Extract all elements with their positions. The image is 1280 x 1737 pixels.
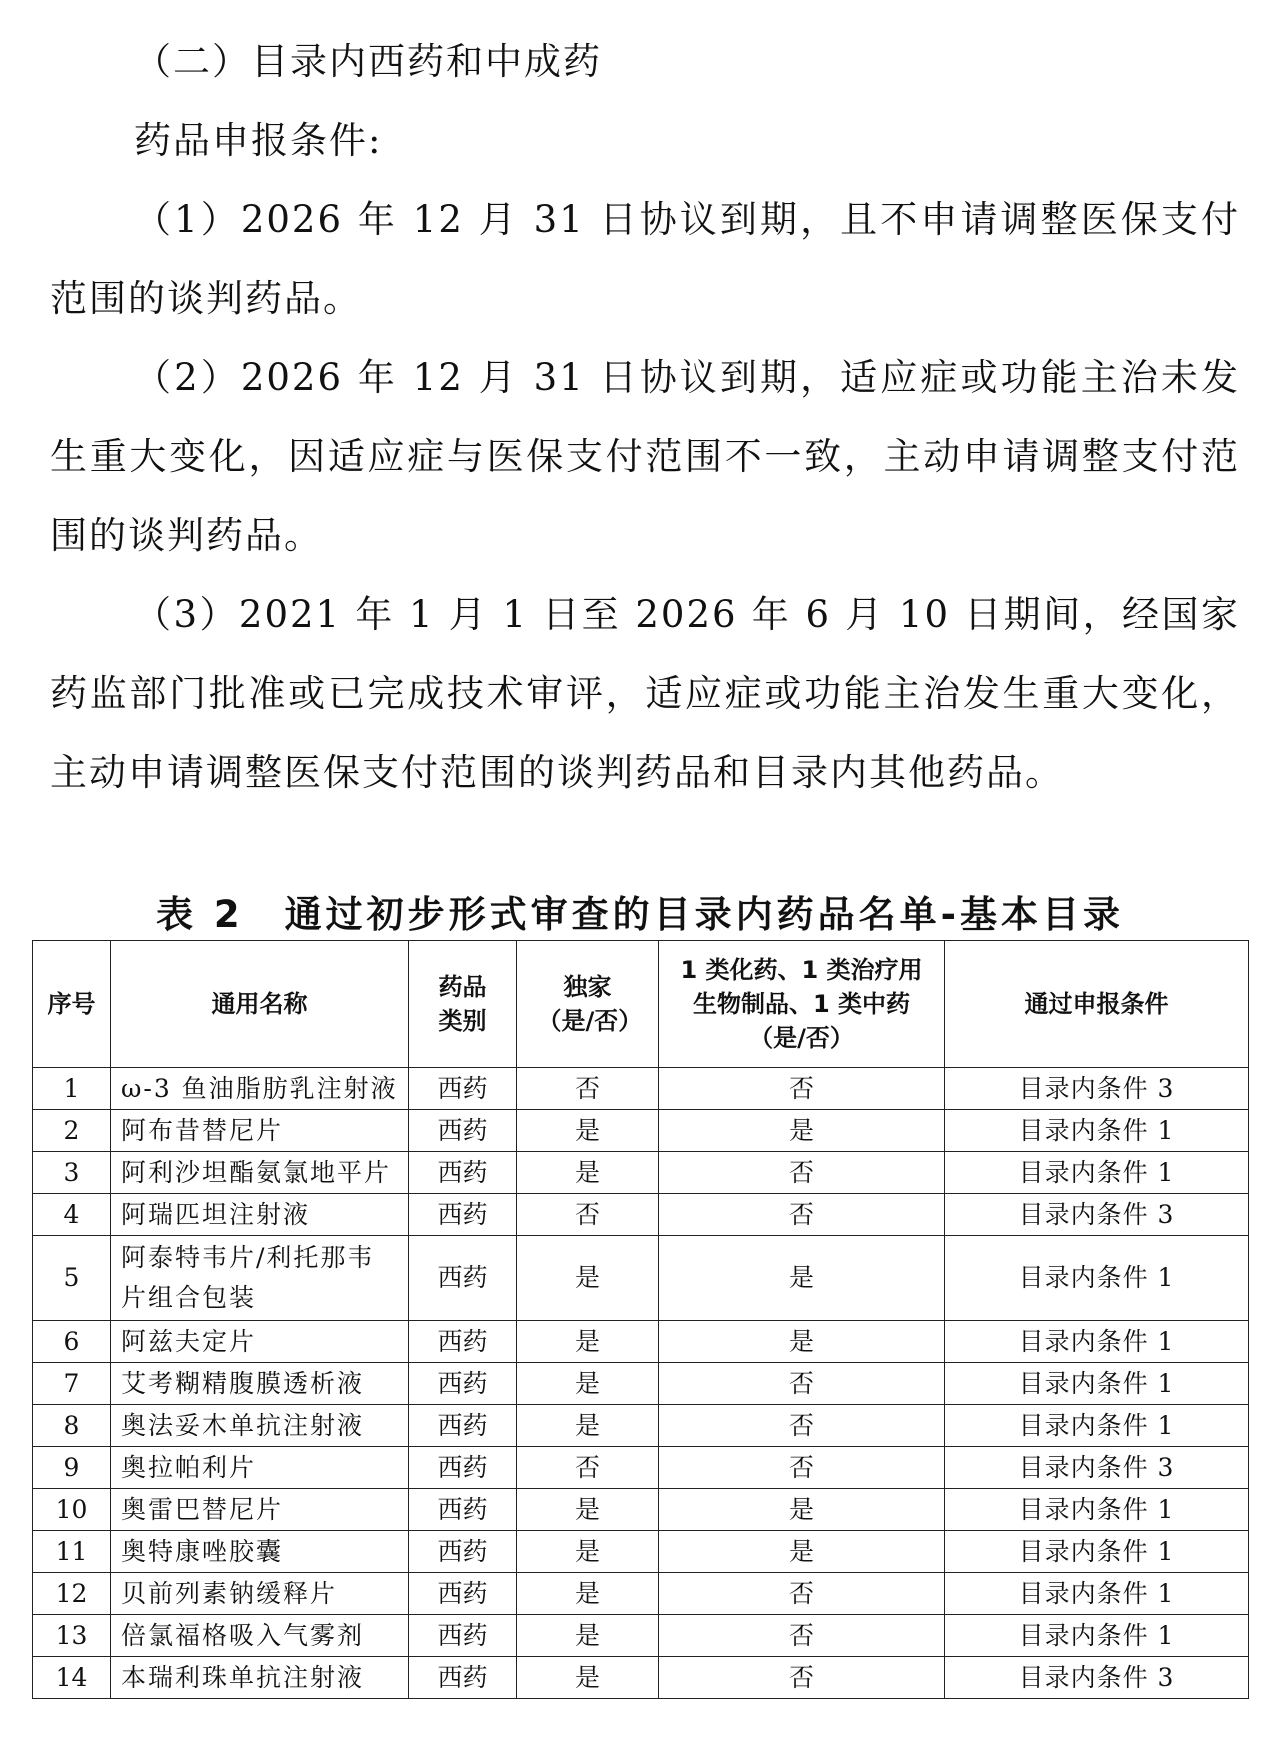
cell-name [111,1236,409,1321]
header-name: 通用名称 [111,941,409,1068]
header-seq: 序号 [33,941,111,1068]
cell-class1: 是 [659,1110,945,1152]
cell-name [111,1615,409,1657]
cell-seq: 8 [33,1405,111,1447]
cell-class1: 否 [659,1152,945,1194]
cell-class1: 否 [659,1447,945,1489]
table-row [33,1236,1249,1321]
cell-exclusive: 是 [517,1110,659,1152]
cell-class1: 否 [659,1573,945,1615]
cell-condition: 目录内条件 1 [945,1615,1249,1657]
cell-name-text: 阿兹夫定片 [121,1326,257,1356]
cell-name [111,1657,409,1699]
cell-seq: 5 [33,1236,111,1321]
cell-condition: 目录内条件 1 [945,1236,1249,1321]
table-row [33,1321,1249,1363]
table-title: 表 2 通过初步形式审查的目录内药品名单-基本目录 [156,893,1124,936]
header-exclusive [517,941,659,1068]
table-row [33,1194,1249,1236]
cell-category: 西药 [409,1068,517,1110]
cell-class1: 否 [659,1194,945,1236]
header-category-text: 药品类别 [438,973,487,1035]
cell-seq: 1 [33,1068,111,1110]
table-header-row [33,941,1249,1068]
cell-class1: 是 [659,1489,945,1531]
cell-class1: 是 [659,1531,945,1573]
cell-exclusive: 是 [517,1531,659,1573]
cell-class1: 否 [659,1068,945,1110]
cell-name [111,1489,409,1531]
cell-category: 西药 [409,1321,517,1363]
cell-class1: 是 [659,1236,945,1321]
cell-category: 西药 [409,1573,517,1615]
cell-seq: 11 [33,1531,111,1573]
cell-category: 西药 [409,1194,517,1236]
drug-list-table [32,940,1249,1699]
cell-seq: 4 [33,1194,111,1236]
table-row [33,1447,1249,1489]
cell-name-text: 奥特康唑胶囊 [121,1536,284,1566]
cell-name-text: 阿瑞匹坦注射液 [121,1199,311,1229]
cell-category: 西药 [409,1615,517,1657]
cell-category: 西药 [409,1447,517,1489]
header-exclusive-text: 独家（是/否） [537,973,643,1035]
cell-exclusive: 是 [517,1363,659,1405]
cell-category: 西药 [409,1110,517,1152]
header-class1-text: 1 类化药、1 类治疗用生物制品、1 类中药（是/否） [680,956,923,1052]
cell-exclusive: 否 [517,1068,659,1110]
cell-seq: 13 [33,1615,111,1657]
cell-exclusive: 是 [517,1657,659,1699]
cell-name [111,1068,409,1110]
cell-name-text: ω-3 鱼油脂肪乳注射液 [121,1073,398,1103]
cell-condition: 目录内条件 3 [945,1068,1249,1110]
table-row [33,1615,1249,1657]
cell-name-text: 本瑞利珠单抗注射液 [121,1662,365,1692]
cell-category: 西药 [409,1236,517,1321]
cell-exclusive: 否 [517,1447,659,1489]
cell-exclusive: 是 [517,1573,659,1615]
cell-exclusive: 是 [517,1236,659,1321]
cell-seq: 6 [33,1321,111,1363]
cell-category: 西药 [409,1405,517,1447]
cell-name-text: 奥拉帕利片 [121,1452,257,1482]
cell-seq: 12 [33,1573,111,1615]
cell-category: 西药 [409,1363,517,1405]
cell-name [111,1531,409,1573]
cell-name-text: 倍氯福格吸入气雾剂 [121,1620,365,1650]
cell-name [111,1110,409,1152]
cell-name [111,1573,409,1615]
cell-seq: 10 [33,1489,111,1531]
table-row [33,1531,1249,1573]
cell-name [111,1321,409,1363]
cell-name [111,1405,409,1447]
cell-condition: 目录内条件 1 [945,1531,1249,1573]
table-row [33,1363,1249,1405]
cell-condition: 目录内条件 1 [945,1321,1249,1363]
table-row [33,1110,1249,1152]
section-heading: （二）目录内西药和中成药 [134,40,602,83]
cell-class1: 否 [659,1615,945,1657]
condition-1: （1）2026 年 12 月 31 日协议到期，且不申请调整医保支付范围的谈判药品。 [50,198,1240,320]
cell-name-text: 奥法妥木单抗注射液 [121,1410,365,1440]
cell-name-text: 阿泰特韦片/利托那韦片组合包装 [121,1243,375,1312]
cell-condition: 目录内条件 1 [945,1405,1249,1447]
cell-condition: 目录内条件 3 [945,1657,1249,1699]
cell-condition: 目录内条件 3 [945,1447,1249,1489]
condition-3: （3）2021 年 1 月 1 日至 2026 年 6 月 10 日期间，经国家药监部门批准或已完成技术审评，适应症或功能主治发生重大变化，主动申请调整医保支付范围的谈判药品和目录内其他药品。 [50,593,1240,794]
cell-condition: 目录内条件 1 [945,1573,1249,1615]
cell-name-text: 艾考糊精腹膜透析液 [121,1368,365,1398]
cell-condition: 目录内条件 1 [945,1152,1249,1194]
cell-exclusive: 是 [517,1152,659,1194]
cell-condition: 目录内条件 1 [945,1363,1249,1405]
cell-name-text: 阿利沙坦酯氨氯地平片 [121,1157,392,1187]
cell-seq: 2 [33,1110,111,1152]
cell-seq: 14 [33,1657,111,1699]
table-row [33,1573,1249,1615]
cell-category: 西药 [409,1489,517,1531]
conditions-intro: 药品申报条件: [134,119,383,162]
cell-exclusive: 是 [517,1489,659,1531]
table-row [33,1152,1249,1194]
cell-name [111,1194,409,1236]
cell-class1: 否 [659,1657,945,1699]
cell-seq: 9 [33,1447,111,1489]
cell-class1: 是 [659,1321,945,1363]
cell-category: 西药 [409,1657,517,1699]
table-row [33,1657,1249,1699]
cell-condition: 目录内条件 1 [945,1110,1249,1152]
header-category [409,941,517,1068]
cell-name-text: 奥雷巴替尼片 [121,1494,284,1524]
cell-class1: 否 [659,1405,945,1447]
cell-name-text: 阿布昔替尼片 [121,1115,284,1145]
table-body [33,1068,1249,1699]
table-row [33,1405,1249,1447]
cell-condition: 目录内条件 1 [945,1489,1249,1531]
table-row [33,1068,1249,1110]
cell-category: 西药 [409,1531,517,1573]
cell-condition: 目录内条件 3 [945,1194,1249,1236]
cell-name [111,1152,409,1194]
header-class1 [659,941,945,1068]
cell-name-text: 贝前列素钠缓释片 [121,1578,338,1608]
condition-2: （2）2026 年 12 月 31 日协议到期，适应症或功能主治未发生重大变化，因适应症与医保支付范围不一致，主动申请调整支付范围的谈判药品。 [50,356,1240,557]
header-condition: 通过申报条件 [945,941,1249,1068]
cell-class1: 否 [659,1363,945,1405]
cell-exclusive: 是 [517,1615,659,1657]
cell-exclusive: 是 [517,1405,659,1447]
cell-exclusive: 是 [517,1321,659,1363]
table-row [33,1489,1249,1531]
cell-name [111,1363,409,1405]
cell-seq: 3 [33,1152,111,1194]
cell-seq: 7 [33,1363,111,1405]
body-text [50,22,1240,812]
cell-category: 西药 [409,1152,517,1194]
cell-exclusive: 否 [517,1194,659,1236]
cell-name [111,1447,409,1489]
